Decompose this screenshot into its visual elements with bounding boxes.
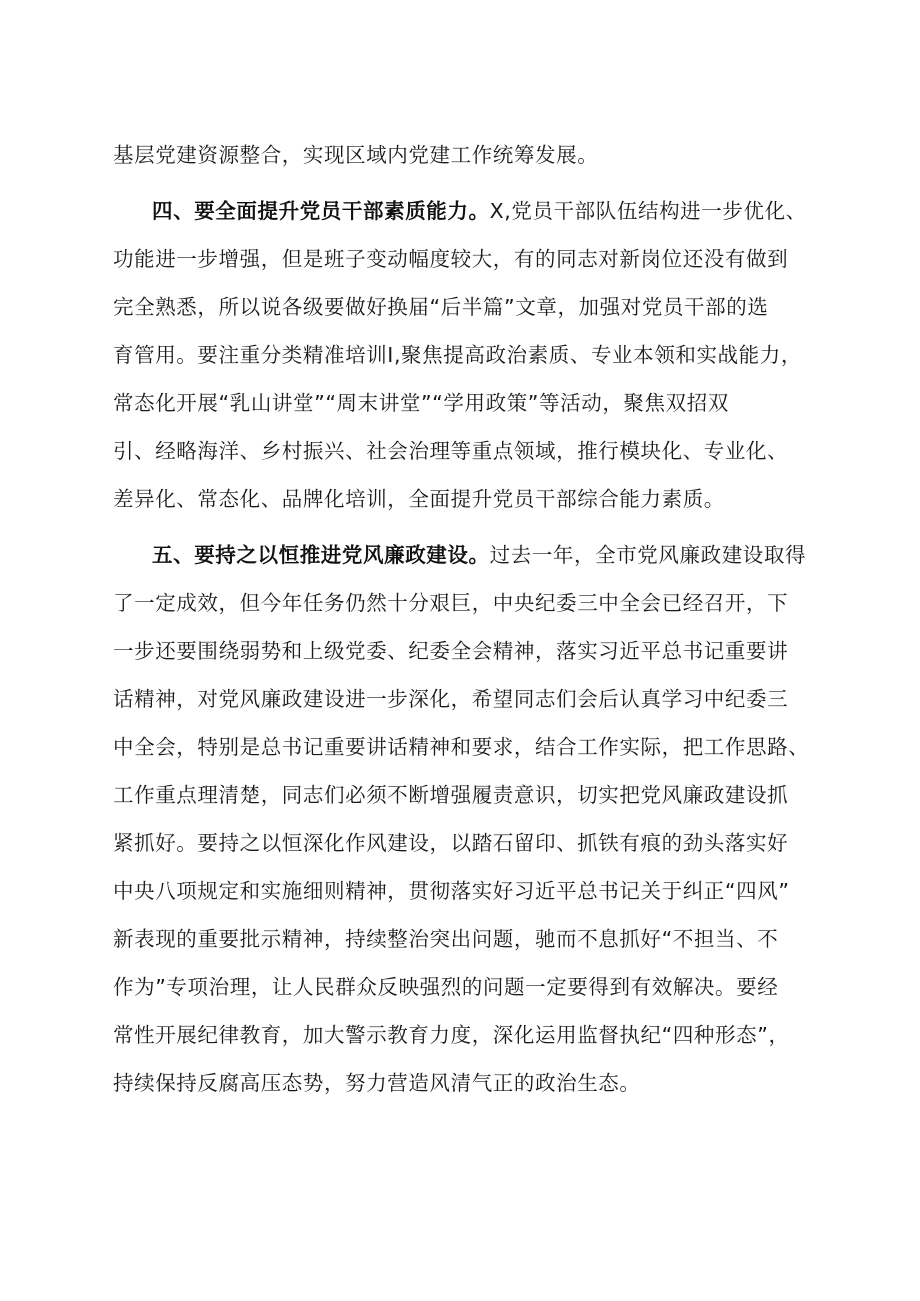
body-text: 工作重点理清楚，同志们必须不断增强履责意识，切实把党风廉政建设抓: [113, 783, 789, 807]
paragraph-4-line-5: [0, 383, 920, 423]
paragraph-5-line-3: [0, 631, 920, 671]
paragraph-5-line-10: [0, 967, 920, 1007]
body-text: 紧抓好。要持之以恒深化作风建设，以踏石留印、抓铁有痕的劲头落实好: [113, 831, 789, 855]
paragraph-5-line-5: [0, 727, 920, 767]
paragraph-5-line-6: [0, 775, 920, 815]
body-text: 功能进一步增强，但是班子变动幅度较大，有的同志对新岗位还没有做到: [113, 247, 789, 271]
body-text: 一步还要围绕弱势和上级党委、纪委全会精神，落实习近平总书记重要讲: [113, 639, 789, 663]
paragraph-5-line-12: [0, 1063, 920, 1103]
paragraph-4-line-1: [0, 191, 920, 231]
paragraph-4-line-4: [0, 335, 920, 375]
paragraph-5-line-2: [0, 583, 920, 623]
paragraph-5-line-11: [0, 1015, 920, 1055]
body-text: 基层党建资源整合，实现区域内党建工作统筹发展。: [113, 143, 599, 167]
body-text: 过去一年，全市党风廉政建设取得: [489, 543, 807, 567]
paragraph-5-line-8: [0, 871, 920, 911]
body-text: 常性开展纪律教育，加大警示教育力度，深化运用监督执纪“四种形态”，: [113, 1023, 790, 1047]
paragraph-5-line-1: [0, 535, 920, 575]
body-text: 常态化开展“乳山讲堂”“周末讲堂”“学用政策”等活动，聚焦双招双: [113, 391, 729, 415]
section-heading-4: 四、要全面提升党员干部素质能力。: [152, 199, 490, 223]
body-text: 完全熟悉，所以说各级要做好换届“后半篇”文章，加强对党员干部的选: [113, 295, 769, 319]
paragraph-3-line-1: [0, 135, 920, 175]
body-text: 差异化、常态化、品牌化培训，全面提升党员干部综合能力素质。: [113, 487, 725, 511]
paragraph-5-line-9: [0, 919, 920, 959]
body-text: 引、经略海洋、乡村振兴、社会治理等重点领域，推行模块化、专业化、: [113, 439, 789, 463]
body-text: 话精神，对党风廉政建设进一步深化，希望同志们会后认真学习中纪委三: [113, 687, 789, 711]
body-text: 作为”专项治理，让人民群众反映强烈的问题一定要得到有效解决。要经: [113, 975, 779, 999]
body-text: 育管用。要注重分类精准培训I,聚焦提高政治素质、专业本领和实战能力，: [113, 343, 802, 367]
paragraph-4-line-3: [0, 287, 920, 327]
body-text: 中全会，特别是总书记重要讲话精神和要求，结合工作实际，把工作思路、: [113, 735, 810, 759]
body-text: 中央八项规定和实施细则精神，贯彻落实好习近平总书记关于纠正“四风”: [113, 879, 790, 903]
paragraph-5-line-4: [0, 679, 920, 719]
body-text: X,党员干部队伍结构进一步优化、: [489, 199, 807, 223]
body-text: 了一定成效，但今年任务仍然十分艰巨，中央纪委三中全会已经召开，下: [113, 591, 789, 615]
paragraph-4-line-6: [0, 431, 920, 471]
paragraph-5-line-7: [0, 823, 920, 863]
paragraph-4-line-7: [0, 479, 920, 519]
body-text: 新表现的重要批示精神，持续整治突出问题，驰而不息抓好“不担当、不: [113, 927, 779, 951]
section-heading-5: 五、要持之以恒推进党风廉政建设。: [152, 543, 490, 567]
body-text: 持续保持反腐高压态势，努力营造风清气正的政治生态。: [113, 1071, 641, 1095]
paragraph-4-line-2: [0, 239, 920, 279]
